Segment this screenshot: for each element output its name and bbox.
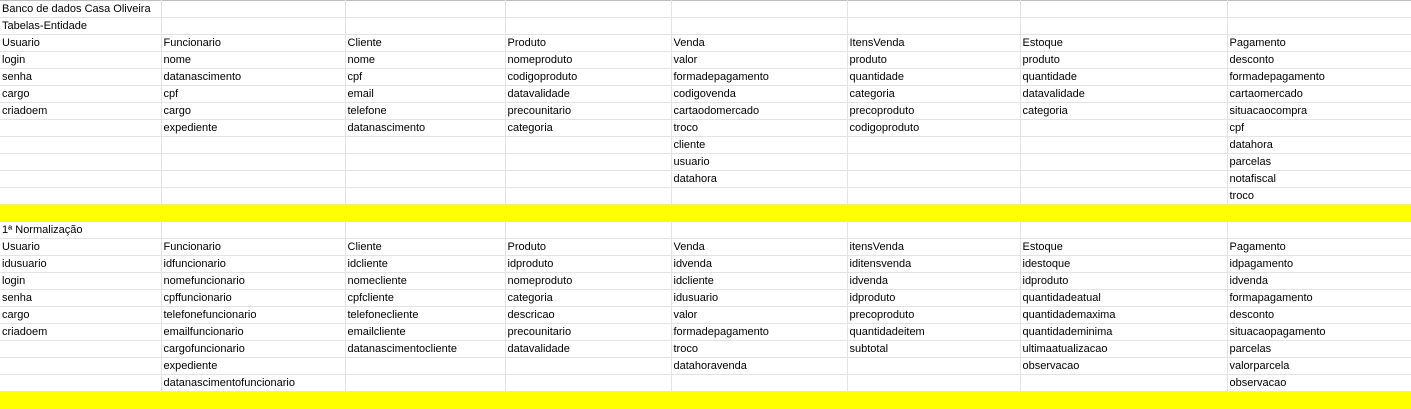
column-header-cell[interactable]: Funcionario	[161, 35, 345, 52]
column-header-cell[interactable]: Produto	[505, 239, 671, 256]
column-header-cell[interactable]: Usuario	[0, 239, 161, 256]
attribute-cell[interactable]: cargo	[0, 86, 161, 103]
attribute-cell[interactable]: valor	[671, 307, 847, 324]
empty-cell[interactable]	[0, 188, 161, 205]
attribute-cell[interactable]: usuario	[671, 154, 847, 171]
attribute-cell[interactable]: emailfuncionario	[161, 324, 345, 341]
attribute-cell[interactable]: desconto	[1227, 307, 1411, 324]
attribute-cell[interactable]: login	[0, 273, 161, 290]
attribute-cell[interactable]: quantidade	[847, 69, 1020, 86]
attribute-cell[interactable]: formadepagamento	[671, 324, 847, 341]
section2-data-row	[0, 375, 1411, 392]
section2-data-row	[0, 358, 1411, 375]
attribute-cell[interactable]: cartaodomercado	[671, 103, 847, 120]
empty-cell[interactable]	[0, 171, 161, 188]
empty-cell[interactable]	[345, 137, 505, 154]
section1-data-row	[0, 154, 1411, 171]
attribute-cell[interactable]: datanascimentofuncionario	[161, 375, 345, 392]
attribute-cell[interactable]: cpffuncionario	[161, 290, 345, 307]
attribute-cell[interactable]: cargo	[0, 307, 161, 324]
attribute-cell[interactable]: produto	[1020, 52, 1227, 69]
attribute-cell[interactable]: cliente	[671, 137, 847, 154]
column-header-cell[interactable]: Pagamento	[1227, 35, 1411, 52]
empty-cell[interactable]	[1020, 171, 1227, 188]
highlight-cell[interactable]	[1020, 392, 1227, 409]
section1-data-row	[0, 69, 1411, 86]
empty-cell[interactable]	[1020, 18, 1227, 35]
empty-cell[interactable]	[505, 18, 671, 35]
column-header-cell[interactable]: Venda	[671, 35, 847, 52]
empty-cell[interactable]	[505, 1, 671, 18]
empty-cell[interactable]	[1020, 137, 1227, 154]
section2-data-row	[0, 341, 1411, 358]
section2-label	[0, 222, 1411, 239]
attribute-cell[interactable]: idcliente	[345, 256, 505, 273]
empty-cell[interactable]	[847, 222, 1020, 239]
empty-cell[interactable]	[345, 154, 505, 171]
attribute-cell[interactable]: quantidade	[1020, 69, 1227, 86]
empty-cell[interactable]	[505, 222, 671, 239]
attribute-cell[interactable]: datavalidade	[505, 341, 671, 358]
section2-data-row	[0, 290, 1411, 307]
attribute-cell[interactable]: quantidadeitem	[847, 324, 1020, 341]
empty-cell[interactable]	[1020, 120, 1227, 137]
attribute-cell[interactable]: datanascimento	[161, 69, 345, 86]
attribute-cell[interactable]: descricao	[505, 307, 671, 324]
column-header-cell[interactable]: Estoque	[1020, 35, 1227, 52]
attribute-cell[interactable]: idpagamento	[1227, 256, 1411, 273]
empty-cell[interactable]	[345, 222, 505, 239]
highlight-cell[interactable]	[1020, 205, 1227, 222]
attribute-cell[interactable]: datavalidade	[505, 86, 671, 103]
empty-cell[interactable]	[0, 358, 161, 375]
highlight-cell[interactable]	[505, 205, 671, 222]
empty-cell[interactable]	[0, 120, 161, 137]
attribute-cell[interactable]: criadoem	[0, 324, 161, 341]
attribute-cell[interactable]: datahora	[671, 171, 847, 188]
section1-header-row	[0, 35, 1411, 52]
empty-cell[interactable]	[847, 188, 1020, 205]
empty-cell[interactable]	[671, 222, 847, 239]
attribute-cell[interactable]: nome	[161, 52, 345, 69]
section1-label-cell[interactable]: Tabelas-Entidade	[0, 18, 161, 35]
attribute-cell[interactable]: precoproduto	[847, 307, 1020, 324]
empty-cell[interactable]	[161, 137, 345, 154]
empty-cell[interactable]	[847, 18, 1020, 35]
empty-cell[interactable]	[847, 358, 1020, 375]
attribute-cell[interactable]: idproduto	[1020, 273, 1227, 290]
attribute-cell[interactable]: cargofuncionario	[161, 341, 345, 358]
empty-cell[interactable]	[345, 358, 505, 375]
empty-cell[interactable]	[1020, 188, 1227, 205]
empty-cell[interactable]	[1020, 1, 1227, 18]
empty-cell[interactable]	[671, 375, 847, 392]
column-header-cell[interactable]: Usuario	[0, 35, 161, 52]
column-header-cell[interactable]: itensVenda	[847, 239, 1020, 256]
attribute-cell[interactable]: idestoque	[1020, 256, 1227, 273]
empty-cell[interactable]	[161, 222, 345, 239]
attribute-cell[interactable]: troco	[1227, 188, 1411, 205]
attribute-cell[interactable]: telefonecliente	[345, 307, 505, 324]
attribute-cell[interactable]: idvenda	[847, 273, 1020, 290]
attribute-cell[interactable]: notafiscal	[1227, 171, 1411, 188]
attribute-cell[interactable]: precounitario	[505, 324, 671, 341]
empty-cell[interactable]	[505, 171, 671, 188]
empty-cell[interactable]	[505, 154, 671, 171]
highlight-cell[interactable]	[345, 205, 505, 222]
attribute-cell[interactable]: formadepagamento	[671, 69, 847, 86]
highlight-band-2	[0, 392, 1411, 409]
attribute-cell[interactable]: produto	[847, 52, 1020, 69]
attribute-cell[interactable]: telefone	[345, 103, 505, 120]
highlight-cell[interactable]	[161, 205, 345, 222]
section2-label-cell[interactable]: 1ª Normalização	[0, 222, 161, 239]
attribute-cell[interactable]: cartaomercado	[1227, 86, 1411, 103]
attribute-cell[interactable]: cpf	[1227, 120, 1411, 137]
empty-cell[interactable]	[345, 375, 505, 392]
empty-cell[interactable]	[671, 1, 847, 18]
empty-cell[interactable]	[161, 188, 345, 205]
attribute-cell[interactable]: idvenda	[671, 256, 847, 273]
empty-cell[interactable]	[505, 188, 671, 205]
empty-cell[interactable]	[161, 154, 345, 171]
attribute-cell[interactable]: datahora	[1227, 137, 1411, 154]
attribute-cell[interactable]: valorparcela	[1227, 358, 1411, 375]
attribute-cell[interactable]: troco	[671, 120, 847, 137]
attribute-cell[interactable]: nomeproduto	[505, 273, 671, 290]
column-header-cell[interactable]: Cliente	[345, 35, 505, 52]
empty-cell[interactable]	[0, 137, 161, 154]
attribute-cell[interactable]: quantidademinima	[1020, 324, 1227, 341]
empty-cell[interactable]	[1020, 154, 1227, 171]
attribute-cell[interactable]: nomecliente	[345, 273, 505, 290]
empty-cell[interactable]	[1020, 375, 1227, 392]
empty-cell[interactable]	[505, 358, 671, 375]
attribute-cell[interactable]: datavalidade	[1020, 86, 1227, 103]
section2-data-row	[0, 273, 1411, 290]
empty-cell[interactable]	[1227, 222, 1411, 239]
attribute-cell[interactable]: expediente	[161, 120, 345, 137]
column-header-cell[interactable]: Pagamento	[1227, 239, 1411, 256]
attribute-cell[interactable]: datanascimento	[345, 120, 505, 137]
attribute-cell[interactable]: idusuario	[0, 256, 161, 273]
empty-cell[interactable]	[161, 1, 345, 18]
attribute-cell[interactable]: nomeproduto	[505, 52, 671, 69]
attribute-cell[interactable]: observacao	[1020, 358, 1227, 375]
attribute-cell[interactable]: formadepagamento	[1227, 69, 1411, 86]
section1-data-row	[0, 120, 1411, 137]
attribute-cell[interactable]: parcelas	[1227, 154, 1411, 171]
empty-cell[interactable]	[0, 341, 161, 358]
sheet-title	[0, 1, 1411, 18]
highlight-cell[interactable]	[847, 205, 1020, 222]
highlight-cell[interactable]	[1227, 205, 1411, 222]
section1-data-row	[0, 52, 1411, 69]
attribute-cell[interactable]: idproduto	[847, 290, 1020, 307]
highlight-cell[interactable]	[0, 205, 161, 222]
empty-cell[interactable]	[345, 188, 505, 205]
empty-cell[interactable]	[345, 171, 505, 188]
column-header-cell[interactable]: Funcionario	[161, 239, 345, 256]
attribute-cell[interactable]: criadoem	[0, 103, 161, 120]
column-header-cell[interactable]: Cliente	[345, 239, 505, 256]
empty-cell[interactable]	[1227, 18, 1411, 35]
attribute-cell[interactable]: datahoravenda	[671, 358, 847, 375]
empty-cell[interactable]	[847, 137, 1020, 154]
attribute-cell[interactable]: senha	[0, 69, 161, 86]
attribute-cell[interactable]: nomefuncionario	[161, 273, 345, 290]
section2-data-row	[0, 256, 1411, 273]
section1-data-row	[0, 137, 1411, 154]
attribute-cell[interactable]: idproduto	[505, 256, 671, 273]
attribute-cell[interactable]: subtotal	[847, 341, 1020, 358]
empty-cell[interactable]	[161, 171, 345, 188]
section1-data-row	[0, 171, 1411, 188]
empty-cell[interactable]	[505, 375, 671, 392]
sheet-title-cell[interactable]: Banco de dados Casa Oliveira	[0, 1, 161, 18]
empty-cell[interactable]	[671, 18, 847, 35]
empty-cell[interactable]	[847, 375, 1020, 392]
attribute-cell[interactable]: situacaopagamento	[1227, 324, 1411, 341]
attribute-cell[interactable]: login	[0, 52, 161, 69]
highlight-cell[interactable]	[671, 392, 847, 409]
attribute-cell[interactable]: desconto	[1227, 52, 1411, 69]
attribute-cell[interactable]: precounitario	[505, 103, 671, 120]
attribute-cell[interactable]: quantidademaxima	[1020, 307, 1227, 324]
attribute-cell[interactable]: quantidadeatual	[1020, 290, 1227, 307]
attribute-cell[interactable]: ultimaatualizacao	[1020, 341, 1227, 358]
section1-data-row	[0, 103, 1411, 120]
attribute-cell[interactable]: categoria	[505, 290, 671, 307]
attribute-cell[interactable]: codigovenda	[671, 86, 847, 103]
attribute-cell[interactable]: senha	[0, 290, 161, 307]
column-header-cell[interactable]: Venda	[671, 239, 847, 256]
attribute-cell[interactable]: email	[345, 86, 505, 103]
empty-cell[interactable]	[1020, 222, 1227, 239]
column-header-cell[interactable]: Estoque	[1020, 239, 1227, 256]
empty-cell[interactable]	[847, 154, 1020, 171]
empty-cell[interactable]	[0, 375, 161, 392]
empty-cell[interactable]	[345, 1, 505, 18]
empty-cell[interactable]	[847, 171, 1020, 188]
attribute-cell[interactable]: cargo	[161, 103, 345, 120]
attribute-cell[interactable]: categoria	[505, 120, 671, 137]
column-header-cell[interactable]: Produto	[505, 35, 671, 52]
attribute-cell[interactable]: precoproduto	[847, 103, 1020, 120]
attribute-cell[interactable]: idvenda	[1227, 273, 1411, 290]
attribute-cell[interactable]: situacaocompra	[1227, 103, 1411, 120]
attribute-cell[interactable]: cpf	[161, 86, 345, 103]
highlight-cell[interactable]	[505, 392, 671, 409]
section2-data-row	[0, 324, 1411, 341]
highlight-band-1	[0, 205, 1411, 222]
attribute-cell[interactable]: parcelas	[1227, 341, 1411, 358]
attribute-cell[interactable]: iditensvenda	[847, 256, 1020, 273]
empty-cell[interactable]	[1227, 1, 1411, 18]
attribute-cell[interactable]: idcliente	[671, 273, 847, 290]
highlight-cell[interactable]	[671, 205, 847, 222]
highlight-cell[interactable]	[345, 392, 505, 409]
attribute-cell[interactable]: valor	[671, 52, 847, 69]
section2-data-row	[0, 307, 1411, 324]
section1-data-row	[0, 86, 1411, 103]
attribute-cell[interactable]: formapagamento	[1227, 290, 1411, 307]
attribute-cell[interactable]: nome	[345, 52, 505, 69]
attribute-cell[interactable]: expediente	[161, 358, 345, 375]
attribute-cell[interactable]: codigoproduto	[847, 120, 1020, 137]
empty-cell[interactable]	[161, 18, 345, 35]
attribute-cell[interactable]: troco	[671, 341, 847, 358]
attribute-cell[interactable]: idfuncionario	[161, 256, 345, 273]
attribute-cell[interactable]: emailcliente	[345, 324, 505, 341]
attribute-cell[interactable]: observacao	[1227, 375, 1411, 392]
empty-cell[interactable]	[0, 154, 161, 171]
empty-cell[interactable]	[847, 1, 1020, 18]
attribute-cell[interactable]: datanascimentocliente	[345, 341, 505, 358]
section2-header-row	[0, 239, 1411, 256]
attribute-cell[interactable]: telefonefuncionario	[161, 307, 345, 324]
highlight-cell[interactable]	[0, 392, 161, 409]
attribute-cell[interactable]: categoria	[1020, 103, 1227, 120]
empty-cell[interactable]	[505, 137, 671, 154]
highlight-cell[interactable]	[847, 392, 1020, 409]
attribute-cell[interactable]: idusuario	[671, 290, 847, 307]
section1-data-row	[0, 188, 1411, 205]
highlight-cell[interactable]	[1227, 392, 1411, 409]
highlight-cell[interactable]	[161, 392, 345, 409]
section1-label	[0, 18, 1411, 35]
attribute-cell[interactable]: cpf	[345, 69, 505, 86]
attribute-cell[interactable]: codigoproduto	[505, 69, 671, 86]
empty-cell[interactable]	[345, 18, 505, 35]
empty-cell[interactable]	[671, 188, 847, 205]
attribute-cell[interactable]: cpfcliente	[345, 290, 505, 307]
attribute-cell[interactable]: categoria	[847, 86, 1020, 103]
column-header-cell[interactable]: ItensVenda	[847, 35, 1020, 52]
